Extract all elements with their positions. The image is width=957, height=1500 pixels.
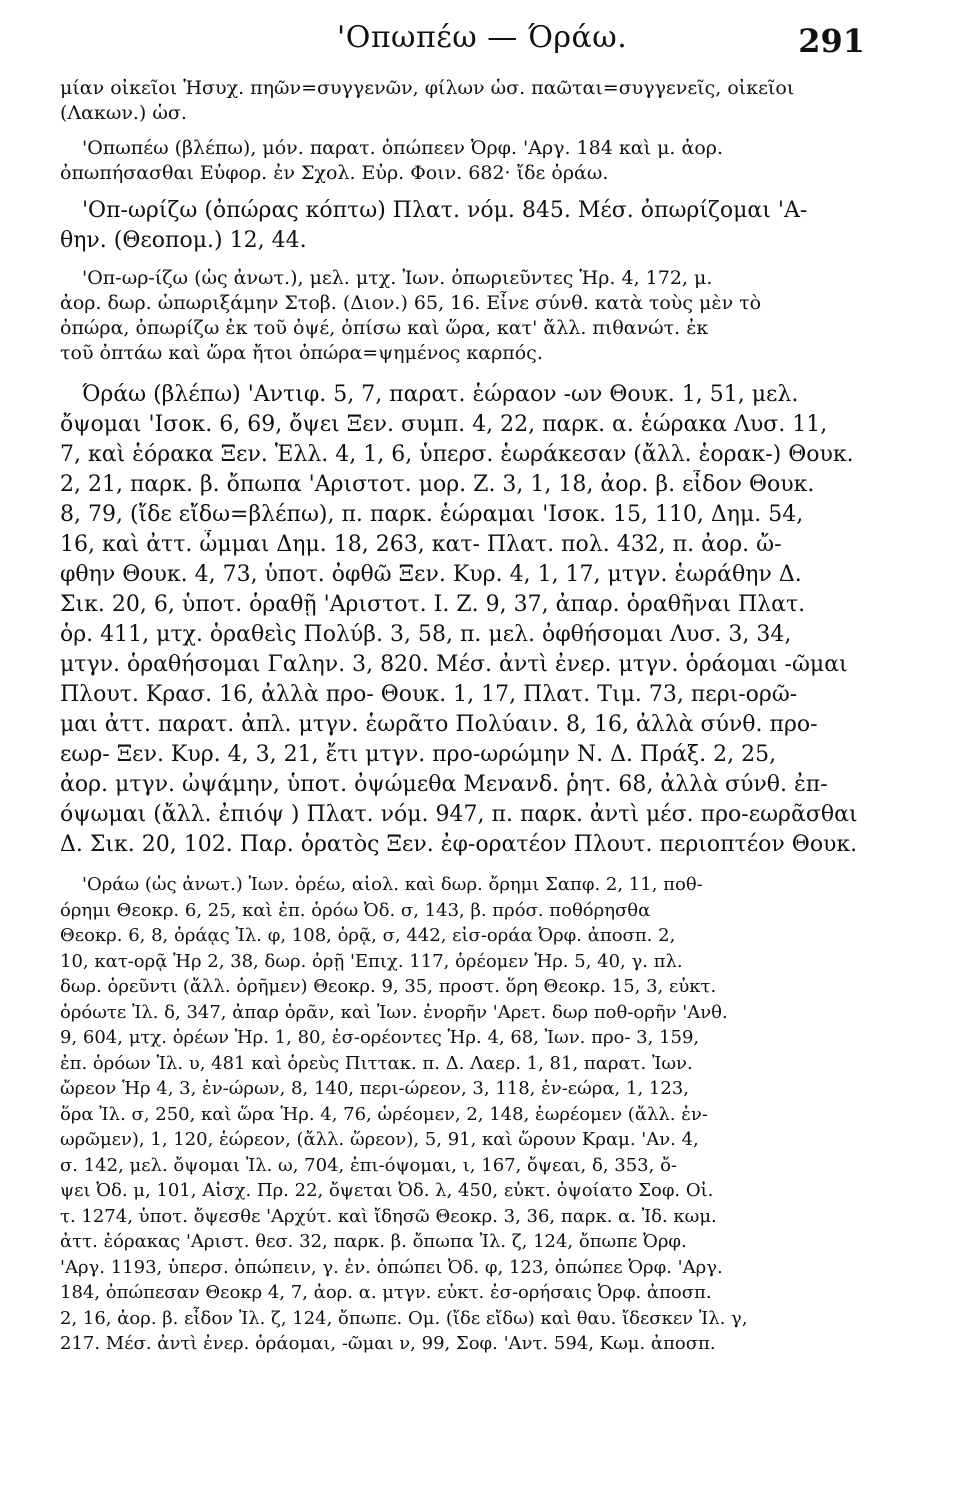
text-line: όψωμαι (ἄλλ. ἐπιόψ ) Πλατ. νόμ. 947, π. παρκ. ἀντὶ μέσ. προ-εωρᾶσθαι [60,802,858,827]
text-line: Θεοκρ. 6, 8, ὁράᾳς Ἰλ. φ, 108, ὁρᾷ, σ, 442, εἰσ-οράα Ὀρφ. ἀποσπ. 2, [60,925,676,946]
text-line: ὁρ. 411, μτχ. ὁραθεὶς Πολύβ. 3, 58, π. μελ. ὀφθήσομαι Λυσ. 3, 34, [60,622,792,647]
text-line: μίαν οἰκεῖοι Ἡσυχ. πηῶν=συγγενῶν, φίλων ὡσ. παῶται=συγγενεῖς, οἰκεῖοι [60,77,795,99]
text-line: ἀορ. μτγν. ὠψάμην, ὑποτ. ὀψώμεθα Μενανδ. ῥητ. 68, ἀλλὰ σύνθ. ἐπ- [60,772,828,797]
entry-opopeo [60,136,861,186]
text-line: 7, καὶ ἑόρακα Ξεν. Ἑλλ. 4, 1, 6, ὑπερσ. ἑωράκεσαν (ἄλλ. ἑορακ-) Θουκ. [60,442,854,467]
entry-horao [60,380,861,860]
text-line: σ. 142, μελ. ὄψομαι Ἰλ. ω, 704, ἐπι-όψομαι, ι, 167, ὄψεαι, δ, 353, ὄ- [60,1154,677,1176]
text-line: 'Οπ-ωρ-ίζω (ὡς ἀνωτ.), μελ. μτχ. Ἰων. ὀπωριεῦντες Ἡρ. 4, 172, μ. [82,267,713,289]
text-line: 217. Μέσ. ἀντὶ ἐνερ. ὁράομαι, -ῶμαι ν, 99, Σοφ. 'Αντ. 594, Κωμ. ἀποσπ. [60,1333,716,1354]
text-line: τοῦ ὀπτάω καὶ ὥρα ἤτοι ὀπώρα=ψημένος καρπός. [60,342,543,364]
text-line: 2, 21, παρκ. β. ὄπωπα 'Αριστοτ. μορ. Ζ. 3, 1, 18, ἀορ. β. εἶδον Θουκ. [60,472,815,497]
text-line: μαι ἀττ. παρατ. ἀπλ. μτγν. ἑωρᾶτο Πολύαιν. 8, 16, ἀλλὰ σύνθ. προ- [60,712,818,737]
text-line: ψει Ὀδ. μ, 101, Αἰσχ. Πρ. 22, ὄψεται Ὀδ. λ, 450, εὐκτ. ὀψοίατο Σοφ. Οἰ. [60,1180,714,1201]
text-line: δωρ. ὁρεῦντι (ἄλλ. ὁρῆμεν) Θεοκρ. 9, 35, προστ. ὅρη Θεοκρ. 15, 3, εὐκτ. [60,976,717,997]
text-line: 16, καὶ ἀττ. ὦμμαι Δημ. 18, 263, κατ- Πλατ. πολ. 432, π. ἀορ. ὤ- [60,532,782,557]
text-line: ὅρα Ἰλ. σ, 250, καὶ ὥρα Ἡρ. 4, 76, ὡρέομεν, 2, 148, ἑωρέομεν (ἄλλ. ἐν- [60,1103,708,1125]
text-line: φθην Θουκ. 4, 73, ὑποτ. ὀφθῶ Ξεν. Κυρ. 4, 1, 17, μτγν. ἑωράθην Δ. [60,562,802,587]
text-line: όρημι Θεοκρ. 6, 25, καὶ ἐπ. ὁρόω Ὀδ. σ, 143, β. πρόσ. ποθόρησθα [60,899,651,921]
text-line: 10, κατ-ορᾷ Ἡρ 2, 38, δωρ. ὁρῇ 'Επιχ. 117, ὁρέομεν Ἡρ. 5, 40, γ. πλ. [60,950,683,972]
text-line: ἀορ. δωρ. ὠπωριξάμην Στοβ. (Διον.) 65, 16. Εἶνε σύνθ. κατὰ τοὺς μὲν τὸ [60,292,762,314]
text-line: Δ. Σικ. 20, 102. Παρ. ὁρατὸς Ξεν. ἐφ-ορατέον Πλουτ. περιοπτέον Θουκ. [60,832,858,857]
text-line: 8, 79, (ἴδε εἴδω=βλέπω), π. παρκ. ἑώραμαι 'Ισοκ. 15, 110, Δημ. 54, [60,502,804,527]
text-line: εωρ- Ξεν. Κυρ. 4, 3, 21, ἔτι μτγν. προ-ωρώμην Ν. Δ. Πράξ. 2, 25, [60,742,777,767]
running-head: 'Οπωπέω — Όράω. [337,20,628,55]
text-line: 'Αργ. 1193, ὑπερσ. ὀπώπειν, γ. ἐν. ὀπώπει Ὀδ. φ, 123, ὀπώπεε Ὀρφ. 'Αργ. [60,1256,723,1278]
text-line: (Λακων.) ὡσ. [60,102,187,124]
text-line: Πλουτ. Κρασ. 16, ἀλλὰ προ- Θουκ. 1, 17, Πλατ. Τιμ. 73, περι-ορῶ- [60,682,798,707]
text-line: τ. 1274, ὑποτ. ὄψεσθε 'Αρχύτ. καὶ ἴδησῶ Θεοκρ. 3, 36, παρκ. α. Ἰδ. κωμ. [60,1205,717,1227]
text-line: 'Οπ-ωρίζω (ὀπώρας κόπτω) Πλατ. νόμ. 845. Μέσ. ὀπωρίζομαι 'Α- [82,198,808,223]
text-line: ὁρόωτε Ἰλ. δ, 347, ἀπαρ ὁρᾶν, καὶ Ἰων. ἐνορῆν 'Αρετ. δωρ ποθ-ορῆν 'Ανθ. [60,1001,728,1023]
text-line: θην. (Θεοπομ.) 12, 44. [60,228,307,253]
text-line: 2, 16, ἀορ. β. εἶδον Ἰλ. ζ, 124, ὄπωπε. Ομ. (ἴδε εἴδω) καὶ θαυ. ἴδεσκεν Ἰλ. γ, [60,1307,748,1329]
text-line: ωρῶμεν), 1, 120, ἑώρεον, (ἄλλ. ὥρεον), 5, 91, καὶ ὥρουν Κραμ. 'Αν. 4, [60,1129,699,1150]
text-line: ἐπ. ὁρόων Ἰλ. υ, 481 καὶ ὁρεὺς Πιττακ. π. Δ. Λαερ. 1, 81, παρατ. Ἰων. [60,1052,693,1074]
entry-oporizo [60,196,861,256]
text-line: 184, ὀπώπεσαν Θεοκρ 4, 7, ἀορ. α. μτγν. εὐκτ. ἐσ-ορήσαις Ὀρφ. ἀποσπ. [60,1282,712,1303]
text-line: Όράω (βλέπω) 'Αντιφ. 5, 7, παρατ. ἑώραον -ων Θουκ. 1, 51, μελ. [82,382,799,407]
text-line: ὀπωπήσασθαι Εὐφορ. ἐν Σχολ. Εὐρ. Φοιν. 682· ἴδε ὁράω. [60,162,609,184]
text-line: ὄψομαι 'Ισοκ. 6, 69, ὄψει Ξεν. συμπ. 4, 22, παρκ. α. ἑώρακα Λυσ. 11, [60,412,828,437]
text-line: 'Οράω (ὡς ἀνωτ.) Ἰων. ὁρέω, αἰολ. καὶ δωρ. ὄρημι Σαπφ. 2, 11, ποθ- [82,874,703,895]
entry-oporizo-ionic [60,266,861,366]
text-line: μτγν. ὁραθήσομαι Γαλην. 3, 820. Μέσ. ἀντὶ ἐνερ. μτγν. ὁράομαι -ῶμαι [60,652,848,677]
text-line: ὤρεον Ἡρ 4, 3, ἐν-ώρων, 8, 140, περι-ώρεον, 3, 118, ἐν-εώρα, 1, 123, [60,1078,689,1099]
text-line: ὀπώρα, ὀπωρίζω ἐκ τοῦ ὀψέ, ὀπίσω καὶ ὥρα, κατ' ἄλλ. πιθανώτ. ἐκ [60,317,709,339]
text-line: ἀττ. ἑόρακας 'Αριστ. θεσ. 32, παρκ. β. ὄπωπα Ἰλ. ζ, 124, ὄπωπε Ὀρφ. [60,1231,687,1252]
entry-continuation [60,76,861,126]
text-line: 'Οπωπέω (βλέπω), μόν. παρατ. ὀπώπεεν Ὀρφ. 'Αργ. 184 καὶ μ. ἀορ. [82,137,723,159]
text-line: 9, 604, μτχ. ὁρέων Ἡρ. 1, 80, ἐσ-ορέοντες Ἡρ. 4, 68, Ἰων. προ- 3, 159, [60,1027,700,1048]
text-line: Σικ. 20, 6, ὑποτ. ὁραθῇ 'Αριστοτ. Ι. Ζ. 9, 37, ἀπαρ. ὁραθῆναι Πλατ. [60,592,806,617]
page-number: 291 [798,22,865,60]
entry-horao-dialectal [60,872,861,1357]
page-header [60,8,865,68]
